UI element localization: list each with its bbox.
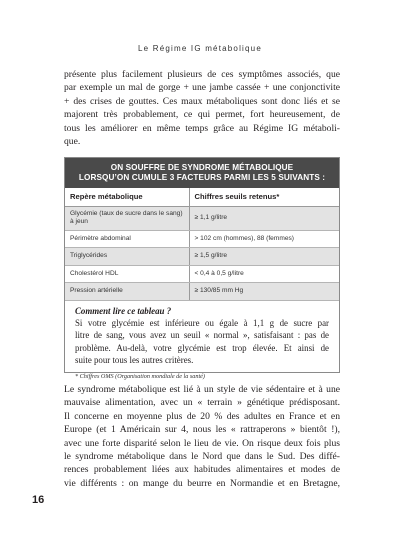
threshold-cell: < 0,4 à 0,5 g/litre [189, 265, 339, 283]
footnote: * Chiffres OMS (Organisation mondiale de la santé) [75, 372, 205, 380]
criteria-table [65, 188, 339, 301]
text-line: problème. Au-delà, votre glycémie est trop élevée. Et ainsi de [75, 342, 329, 353]
reading-guide-title: Comment lire ce tableau ? [75, 305, 172, 316]
threshold-cell: ≥ 1,1 g/litre [189, 206, 339, 230]
page-number: 16 [32, 494, 45, 506]
marker-cell: Triglycérides [65, 248, 189, 266]
text-line: + des crises de gouttes. Ces maux métaboliques sont donc liés et se [64, 95, 340, 107]
text-line: tous les améliorer en même temps grâce au Régime IG métaboli- [64, 122, 340, 134]
metabolic-syndrome-box [64, 157, 340, 380]
text-line: Si votre glycémie est inférieure ou égale à 1,1 g de sucre par [75, 317, 329, 328]
marker-cell: Pression artérielle [65, 283, 189, 301]
text-line: Il concerne en moyenne plus de 20 % des adultes en France et en [64, 410, 340, 422]
threshold-cell: ≥ 130/85 mm Hg [189, 283, 339, 301]
threshold-cell: ≥ 1,5 g/litre [189, 248, 339, 266]
marker-cell: Glycémie (taux de sucre dans le sang) à jeun [65, 206, 189, 230]
table-header-row [65, 188, 339, 206]
text-line: mauvaise alimentation, avec un « terrain » génétique prédisposant. [64, 397, 340, 409]
text-line: suite pour tous les autres critères. [75, 355, 194, 366]
box-title-line-1: ON SOUFFRE DE SYNDROME MÉTABOLIQUE [110, 163, 294, 172]
text-line: présente plus facilement plusieurs de ces symptômes associés, que [64, 69, 340, 80]
table-row [65, 248, 339, 266]
table-row [65, 283, 339, 301]
text-line: avec une forte disparité selon le lieu de vie. On risque deux fois plus [64, 437, 340, 449]
text-line: par exemple un mal de gorge + une jambe cassée + une conjonctivite [64, 82, 340, 94]
threshold-cell: > 102 cm (hommes), 88 (femmes) [189, 230, 339, 248]
marker-cell: Cholestérol HDL [65, 265, 189, 283]
text-line: que. [64, 136, 81, 148]
text-line: litre de sang, vous avez un seuil « normal », satisfaisant : pas de [75, 330, 329, 341]
reading-guide-body [75, 317, 329, 367]
body-paragraph-bottom [64, 383, 340, 490]
running-head: Le Régime IG métabolique [138, 44, 262, 53]
text-line: le syndrome métabolique dans le Nord que dans le Sud. Des diffé- [64, 451, 340, 463]
text-line: rences probablement liées aux habitudes alimentaires et modes de [64, 464, 340, 476]
column-header-marker: Repère métabolique [65, 188, 189, 206]
reading-guide [65, 301, 339, 383]
table-row [65, 265, 339, 283]
marker-cell: Périmètre abdominal [65, 230, 189, 248]
text-line: Europe (et 1 Américain sur 4, nous les « rattraperons » bientôt !), [64, 424, 340, 436]
column-header-threshold: Chiffres seuils retenus* [189, 188, 339, 206]
text-line: Le syndrome métabolique est lié à un style de vie sédentaire et à une [64, 384, 340, 395]
table-row [65, 206, 339, 230]
text-line: majorent très probablement, ce qui permet, fort heureusement, de [64, 109, 340, 121]
text-line: vie différents : on mange du beurre en Normandie et en Bretagne, [64, 477, 340, 489]
table-row [65, 230, 339, 248]
box-title [65, 158, 339, 188]
body-paragraph-top [64, 68, 340, 148]
box-title-line-2: LORSQU’ON CUMULE 3 FACTEURS PARMI LES 5 SUIVANTS : [78, 173, 326, 182]
